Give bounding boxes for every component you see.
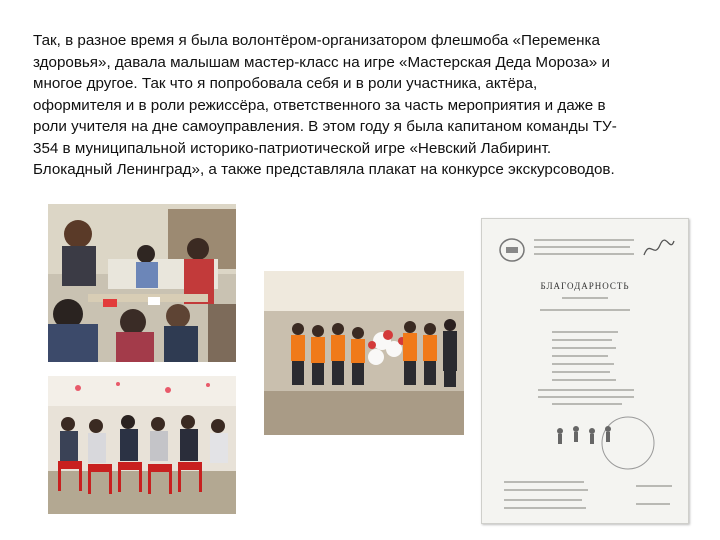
certificate-footer-line bbox=[504, 499, 582, 501]
certificate-footer-line bbox=[636, 485, 672, 487]
certificate-footer-line bbox=[504, 489, 588, 491]
certificate-line bbox=[540, 309, 630, 311]
certificate-line bbox=[552, 347, 616, 349]
photo-stage-performance bbox=[264, 271, 464, 435]
certificate-header-line bbox=[534, 246, 630, 248]
certificate-emblem-icon bbox=[550, 415, 670, 477]
certificate-footer-line bbox=[636, 503, 670, 505]
certificate-line bbox=[552, 363, 614, 365]
certificate-footer-line bbox=[504, 507, 586, 509]
certificate-line bbox=[552, 355, 608, 357]
certificate-line bbox=[538, 389, 634, 391]
certificate-line bbox=[552, 403, 622, 405]
photo-classroom-children bbox=[48, 204, 236, 362]
certificate-footer-line bbox=[504, 481, 584, 483]
certificate-line bbox=[538, 396, 634, 398]
certificate-line bbox=[552, 331, 618, 333]
certificate-logo-icon bbox=[498, 237, 526, 263]
certificate-line bbox=[562, 297, 608, 299]
certificate-scan bbox=[481, 218, 689, 524]
certificate-title: БЛАГОДАРНОСТЬ bbox=[540, 281, 630, 291]
certificate-line bbox=[552, 339, 612, 341]
photo-students-meeting bbox=[48, 376, 236, 514]
certificate-line bbox=[552, 379, 616, 381]
certificate-header-line bbox=[534, 239, 634, 241]
signature-icon bbox=[642, 237, 676, 261]
certificate-header-line bbox=[534, 253, 634, 255]
certificate-line bbox=[552, 371, 610, 373]
body-paragraph: Так, в разное время я была волонтёром-организатором флешмоба «Переменка здоровья», давала малышам мастер-класс на игре «Мастерская Деда Мороза» и многое другое. Так что я попробовала себя и в роли участника, актёра, оформителя и в роли режиссёра, ответственного за часть мероприятия и даже в роли учителя на дне самоуправления. В этом году я была капитаном команды ТУ- 354 в муниципальной историко-патриотической игре «Невский Лабиринт. Блокадный Ленинград», а также представляла плакат на конкурсе экскурсоводов. bbox=[33, 32, 617, 178]
